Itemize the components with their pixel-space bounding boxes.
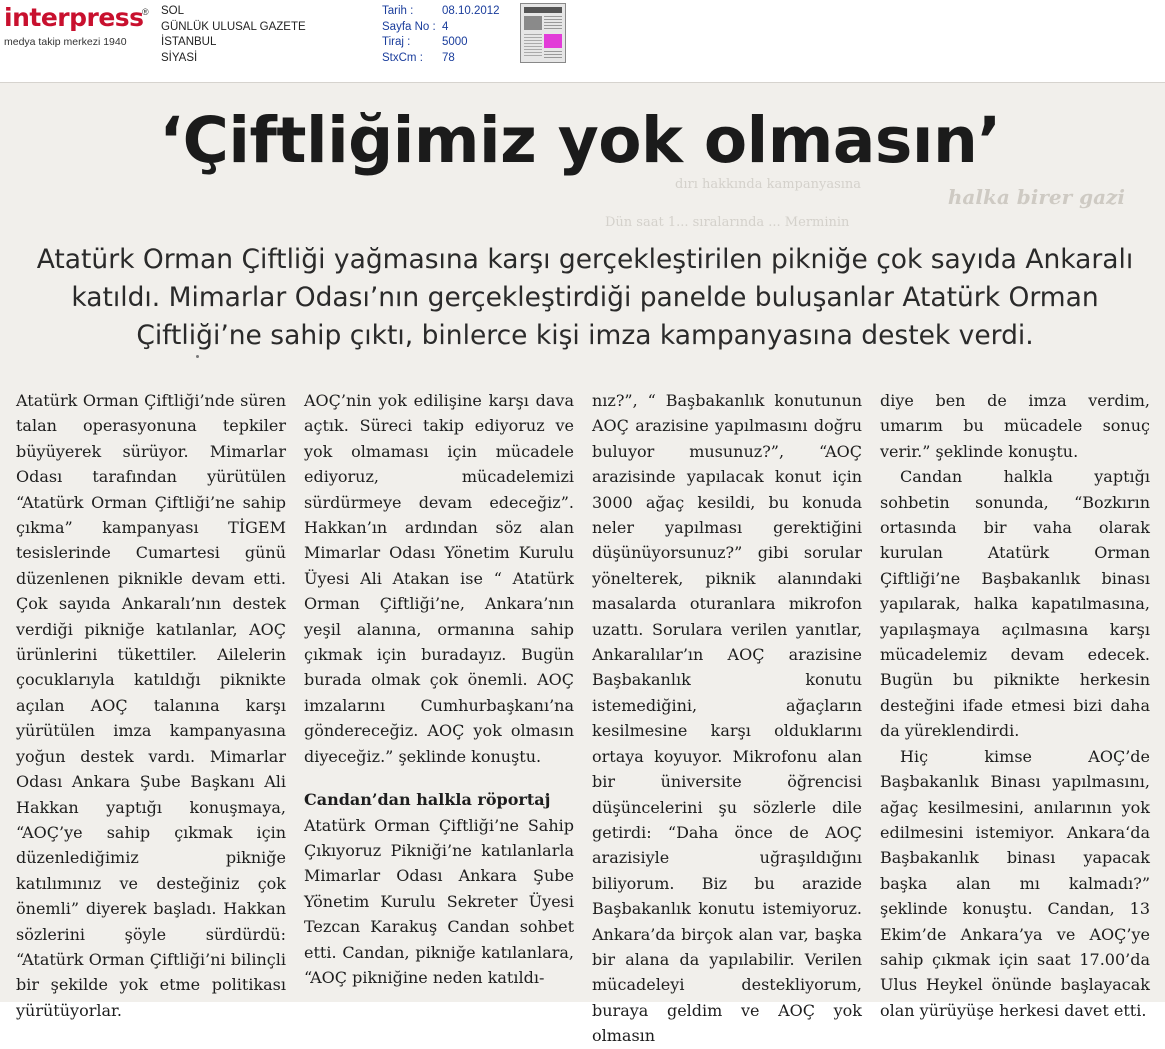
field-value: 5000 <box>442 36 468 48</box>
paragraph: Atatürk Orman Çiftliği’ne Sahip Çıkıyoruz Pikniği’ne katılanlarla Mimarlar Odası Ankara Şube Yönetim Kurulu Sekreter Üyesi Tezcan Karakuş Candan sohbet etti. Candan, pikniğe katılanlara, “AOÇ pikniğine neden katıldı- <box>304 815 574 987</box>
field-label: Tiraj : <box>382 36 411 48</box>
publication-type: GÜNLÜK ULUSAL GAZETE <box>161 20 306 33</box>
publication-info <box>161 4 306 66</box>
subheading: Candan’dan halkla röportaj <box>304 790 551 810</box>
publication-city: İSTANBUL <box>161 36 217 48</box>
field-stxcm <box>382 51 500 67</box>
field-label: StxCm : <box>382 51 423 64</box>
bleed-line: dırı hakkında kampanyasına <box>675 177 862 192</box>
field-circulation <box>382 35 500 51</box>
paragraph: AOÇ’nin yok edilişine karşı dava açtık. Süreci takip ediyoruz ve yok olmaması için mücadele ediyoruz, mücadelemizi sürdürmeye devam edeceğiz”. Hakkan’ın ardından söz alan Mimarlar Odası Yönetim Kurulu Üyesi Ali Atakan ise “ Atatürk Orman Çiftliği’ne, Ankara’nın yeşil alanına, ormanına sahip çıkmak için buradayız. Bugün burada olmak çok önemli. AOÇ imzalarını Cumhurbaşkanı’na göndereceğiz. AOÇ yok olmasın diyeceğiz.” şeklinde konuştu. <box>304 391 574 766</box>
clipping-header <box>0 0 1165 70</box>
column-1 <box>16 388 286 1049</box>
logo-wordmark: interpress <box>4 3 144 32</box>
publication-name: SOL <box>161 5 185 17</box>
column-2 <box>304 388 574 1049</box>
publication-category: SİYASİ <box>161 51 198 64</box>
page-thumbnail[interactable] <box>520 3 566 63</box>
interpress-logo <box>4 4 154 48</box>
registered-mark: ® <box>142 7 149 17</box>
paragraph: Candan halkla yaptığı sohbetin sonunda, “Bozkırın ortasında bir vaha olarak kurulan Atatürk Orman Çiftliği’ne Başbakanlık binası yapılarak, halka kapatılmasına, yapılaşmaya açılmasına karşı mücadelemiz devam edecek. Bugün bu piknikte herkesin desteğini ifade etmesi bizi daha da yüreklendirdi. <box>880 467 1150 741</box>
bleed-heading: halka birer gazi <box>947 185 1125 209</box>
field-label: Tarih : <box>382 5 414 17</box>
column-3 <box>592 388 862 1049</box>
paragraph: diye ben de imza verdim, umarım bu mücadele sonuç verir.” şeklinde konuştu. <box>880 391 1150 461</box>
article-body <box>16 388 1151 1049</box>
field-value: 4 <box>442 20 449 33</box>
field-value: 78 <box>442 51 455 64</box>
field-value: 08.10.2012 <box>442 5 500 17</box>
paragraph: Atatürk Orman Çiftliği’nde süren talan operasyonuna tepkiler büyüyerek sürüyor. Mimarlar Odası tarafından yürütülen “Atatürk Orman Çiftliği’ne sahip çıkma” kampanyası TİGEM tesislerinde Cumartesi günü düzenlenen piknikle devam etti. Çok sayıda Ankaralı’nın destek verdiği pikniğe katılanlar, AOÇ ürünlerini tükettiler. Ailelerin çocuklarıyla katıldığı piknikte açılan AOÇ talanına karşı yürütülen imza kampanyasına yoğun destek vardı. Mimarlar Odası Ankara Şube Başkanı Ali Hakkan yaptığı konuşmaya, “AOÇ’ye sahip çıkmak için düzenlediğimiz pikniğe katılımınız ve desteğiniz çok önemli” diyerek başladı. Hakkan sözlerini şöyle sürdürdü: “Atatürk Orman Çiftliği’ni bilinçli bir şekilde yok etme politikası yürütüyorlar. <box>16 391 286 1020</box>
article-headline: ‘Çiftliğimiz yok olmasın’ <box>159 104 1001 177</box>
newspaper-clipping <box>0 82 1165 1046</box>
column-4 <box>880 388 1150 1049</box>
field-date <box>382 4 500 20</box>
clipping-fields <box>382 4 500 66</box>
article-lead: Atatürk Orman Çiftliği yağmasına karşı gerçekleştirilen pikniğe çok sayıda Ankaralı katıldı. Mimarlar Odası’nın gerçekleştirdiği panelde buluşanlar Atatürk Orman Çiftliği’ne sahip çıktı, binlerce kişi imza kampanyasına destek verdi. <box>36 244 1134 351</box>
paragraph: Hiç kimse AOÇ’de Başbakanlık Binası yapılmasını, ağaç kesilmesini, anılarının yok edilmesini istemiyor. Ankara‘da Başbakanlık binası yapacak başka alan mı kalmadı?” şeklinde konuştu. Candan, 13 Ekim’de Ankara’ya ve AOÇ’ye sahip çıkmak için saat 17.00’da Ulus Heykel önünde başlayacak olan yürüyüşe herkesi davet etti. <box>880 746 1150 1020</box>
field-label: Sayfa No : <box>382 20 436 33</box>
bleed-line: Dün saat 1... sıralarında ... Merminin <box>605 215 850 230</box>
logo-tagline: medya takip merkezi 1940 <box>4 36 127 48</box>
field-page <box>382 20 500 36</box>
paragraph: nız?”, “ Başbakanlık konutunun AOÇ arazisine yapılmasını doğru buluyor musunuz?”, “AOÇ arazisinde yapılacak konut için 3000 ağaç kesildi, bu konuda neler yapılması gerektiğini düşünüyorsunuz?” gibi sorular yönelterek, piknik alanındaki masalarda oturanlara mikrofon uzattı. Sorulara verilen yanıtlar, Ankaralılar’ın AOÇ arazisine Başbakanlık konutu istemediğini, ağaçların kesilmesine karşı olduklarını ortaya koyuyor. Mikrofonu alan bir üniversite öğrencisi düşüncelerini şu sözlerle dile getirdi: “Daha önce de AOÇ arazisiyle uğraşıldığını biliyorum. Biz bu arazide Başbakanlık konutu istemiyoruz. Ankara’da birçok alan var, başka bir alana da yapılabilir. Verilen mücadeleyi destekliyorum, buraya geldim ve AOÇ yok olmasın <box>592 391 862 1046</box>
